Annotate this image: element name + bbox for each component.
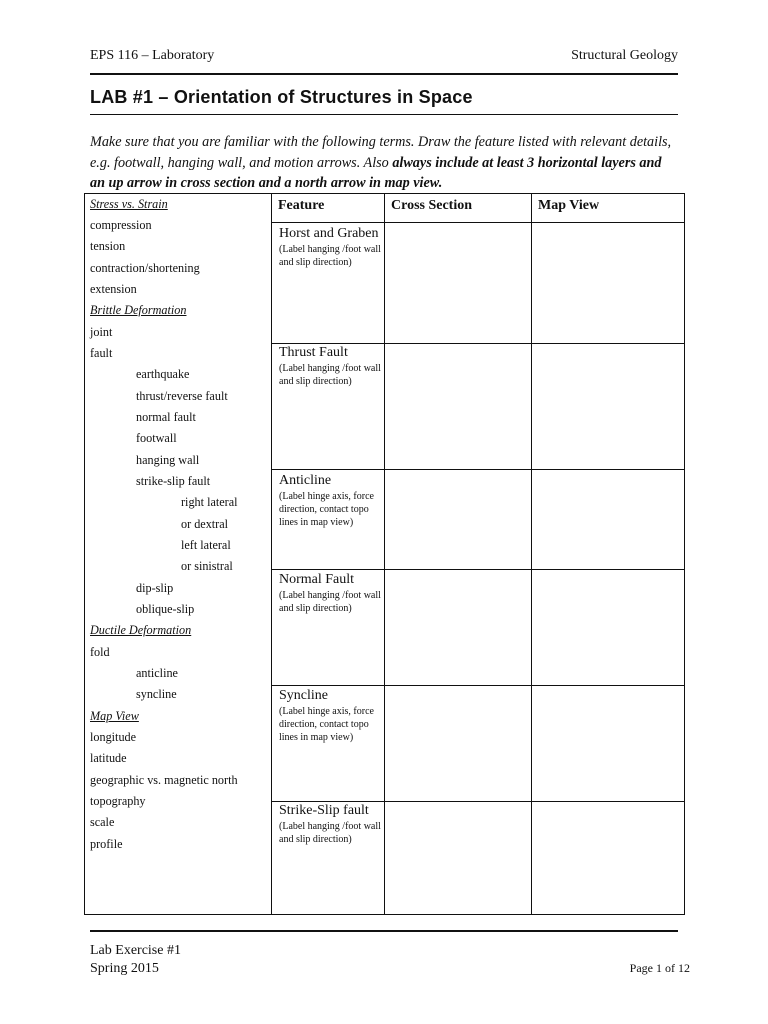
title-rule (90, 114, 678, 115)
term-item: dip-slip (136, 581, 174, 595)
worksheet-table (84, 193, 685, 915)
term-heading: Map View (90, 709, 139, 723)
term-item: topography (90, 794, 146, 808)
feature-note: (Label hanging /foot wall and slip direction) (279, 244, 381, 268)
term-item: fault (90, 346, 113, 360)
row-divider (271, 469, 684, 470)
instructions-emphasis: always include at least 3 horizontal layers and an up arrow in cross section and a north arrow in map view. (90, 154, 662, 191)
term-item: geographic vs. magnetic north (90, 773, 238, 787)
term-item: strike-slip fault (136, 474, 211, 488)
instructions (90, 132, 680, 194)
column-divider (271, 194, 272, 914)
course-label: EPS 116 – Laboratory (90, 48, 215, 63)
instructions-text: Make sure that you are familiar with the following terms. Draw the feature listed with relevant details, e.g. footwall, hanging wall, and motion arrows. Also (90, 134, 672, 171)
feature-name: Anticline (279, 473, 332, 488)
footer-rule (90, 930, 678, 932)
column-divider (531, 194, 532, 914)
term-item: scale (90, 815, 115, 829)
feature-cell-thrust-fault (279, 344, 387, 388)
feature-cell-horst-and-graben (279, 225, 387, 269)
term-label: Spring 2015 (90, 961, 159, 976)
term-item: compression (90, 218, 152, 232)
exercise-label: Lab Exercise #1 (90, 943, 181, 958)
term-item: joint (90, 325, 113, 339)
term-item: left lateral (181, 538, 231, 552)
feature-note: (Label hanging /foot wall and slip direction) (279, 590, 381, 614)
cross-section-column-header: Cross Section (391, 198, 473, 213)
term-item: latitude (90, 751, 127, 765)
feature-cell-normal-fault (279, 571, 387, 615)
term-item: right lateral (181, 495, 238, 509)
subject-label: Structural Geology (571, 48, 678, 63)
feature-name: Thrust Fault (279, 345, 348, 360)
feature-name: Normal Fault (279, 572, 355, 587)
row-divider (271, 569, 684, 570)
page-footer (90, 942, 181, 978)
term-item: earthquake (136, 367, 190, 381)
term-item: tension (90, 239, 126, 253)
map-view-column-header: Map View (538, 198, 600, 213)
row-divider (271, 222, 684, 223)
term-item: hanging wall (136, 453, 200, 467)
term-heading: Ductile Deformation (90, 623, 192, 637)
page-header (90, 48, 678, 68)
term-item: profile (90, 837, 123, 851)
feature-cell-anticline (279, 472, 387, 529)
term-item: normal fault (136, 410, 196, 424)
term-item: fold (90, 645, 110, 659)
feature-note: (Label hinge axis, force direction, contact topo lines in map view) (279, 706, 374, 743)
term-item: thrust/reverse fault (136, 389, 228, 403)
term-item: or sinistral (181, 559, 233, 573)
feature-name: Strike-Slip fault (279, 803, 369, 818)
term-item: contraction/shortening (90, 261, 200, 275)
page-title: LAB #1 – Orientation of Structures in Space (90, 87, 473, 107)
term-heading: Brittle Deformation (90, 303, 187, 317)
term-item: oblique-slip (136, 602, 195, 616)
term-item: extension (90, 282, 137, 296)
feature-name: Syncline (279, 688, 328, 703)
feature-note: (Label hanging /foot wall and slip direction) (279, 821, 381, 845)
term-item: or dextral (181, 517, 229, 531)
header-rule (90, 73, 678, 75)
feature-note: (Label hanging /foot wall and slip direction) (279, 363, 381, 387)
term-item: longitude (90, 730, 137, 744)
term-item: syncline (136, 687, 177, 701)
page-number: Page 1 of 12 (629, 961, 690, 975)
feature-column-header: Feature (278, 198, 325, 213)
row-divider (271, 685, 684, 686)
feature-note: (Label hinge axis, force direction, contact topo lines in map view) (279, 491, 374, 528)
term-item: anticline (136, 666, 178, 680)
feature-cell-strike-slip-fault (279, 802, 387, 846)
feature-cell-syncline (279, 687, 387, 744)
term-heading: Stress vs. Strain (90, 197, 168, 211)
feature-name: Horst and Graben (279, 226, 379, 241)
term-item: footwall (136, 431, 177, 445)
